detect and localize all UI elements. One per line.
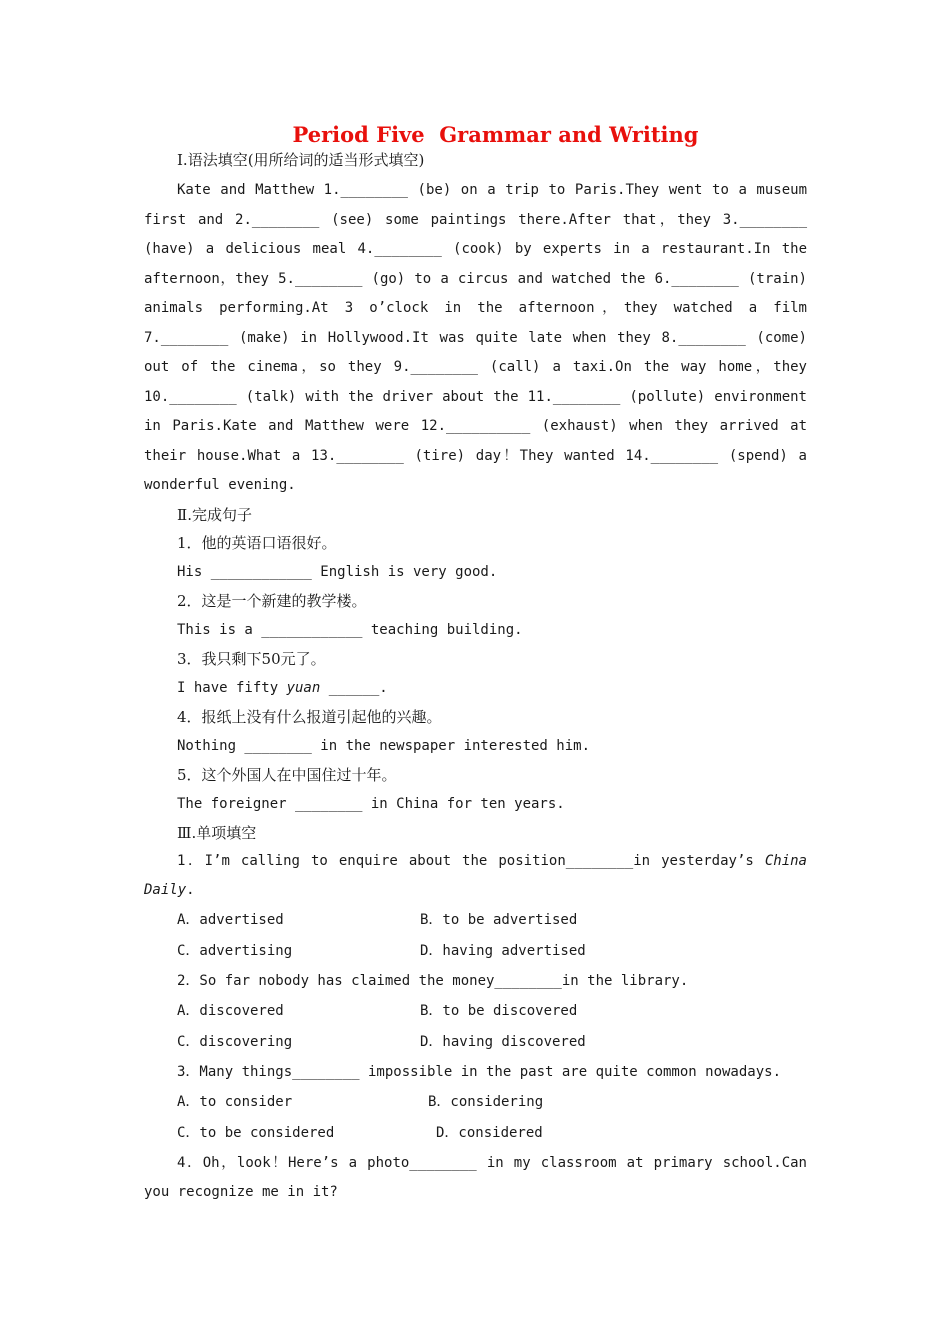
question-2-options-row-2 xyxy=(144,1027,807,1058)
question-1-text: 1．I’m calling to enquire about the position________in yesterday’s xyxy=(177,852,765,869)
question-2-stem: 2．So far nobody has claimed the money________in the library. xyxy=(177,972,689,989)
option-b[interactable]: B．to be discovered xyxy=(420,1002,578,1019)
sentence-4-english: Nothing ________ in the newspaper interested him. xyxy=(177,737,591,754)
option-d[interactable]: D．having advertised xyxy=(420,942,586,959)
question-1-options-row-1 xyxy=(144,905,807,936)
sentence-4-chinese: 4．报纸上没有什么报道引起他的兴趣。 xyxy=(177,707,442,726)
option-b[interactable]: B．considering xyxy=(428,1093,544,1110)
question-1-options-row-2 xyxy=(144,936,807,967)
question-3-options-row-2 xyxy=(144,1118,807,1149)
option-a[interactable]: A．to consider xyxy=(177,1093,293,1110)
sentence-3-english xyxy=(144,674,807,703)
sentence-5-english: The foreigner ________ in China for ten years. xyxy=(177,795,565,812)
worksheet xyxy=(144,118,807,1207)
sentence-3-english-end: ______. xyxy=(320,679,388,696)
sentence-2-chinese: 2．这是一个新建的教学楼。 xyxy=(177,591,367,610)
option-d[interactable]: D．having discovered xyxy=(420,1033,586,1050)
sentence-2-english: This is a ____________ teaching building. xyxy=(177,621,523,638)
option-b[interactable]: B．to be advertised xyxy=(420,911,578,928)
option-c[interactable]: C．advertising xyxy=(177,942,293,959)
question-2-options-row-1 xyxy=(144,996,807,1027)
section-2-heading: Ⅱ.完成句子 xyxy=(177,505,252,524)
sentence-1-english: His ____________ English is very good. xyxy=(177,563,498,580)
question-1-italic: China Daily xyxy=(144,852,807,898)
sentence-3-english-start: I have fifty xyxy=(177,679,287,696)
page-title: Period Five Grammar and Writing xyxy=(292,122,699,147)
sentence-1-chinese: 1．他的英语口语很好。 xyxy=(177,533,337,552)
sentence-3-english-italic: yuan xyxy=(286,679,321,696)
option-a[interactable]: A．advertised xyxy=(177,911,284,928)
question-1-end: . xyxy=(186,881,195,898)
question-3-stem: 3．Many things________ impossible in the past are quite common nowadays. xyxy=(177,1063,782,1080)
sentence-5-chinese: 5．这个外国人在中国住过十年。 xyxy=(177,765,397,784)
section-3-heading: Ⅲ.单项填空 xyxy=(177,823,257,842)
question-4-stem: 4．Oh，look！Here’s a photo________ in my classroom at primary school.Can you recognize me in it? xyxy=(144,1154,807,1200)
option-c[interactable]: C．discovering xyxy=(177,1033,293,1050)
question-3-options-row-1 xyxy=(144,1087,807,1118)
sentence-3-chinese: 3．我只剩下50元了。 xyxy=(177,649,326,668)
section-1-heading: I.语法填空(用所给词的适当形式填空) xyxy=(177,151,425,169)
question-1-stem xyxy=(144,847,807,905)
option-d[interactable]: D．considered xyxy=(436,1124,543,1141)
option-a[interactable]: A．discovered xyxy=(177,1002,284,1019)
option-c[interactable]: C．to be considered xyxy=(177,1124,335,1141)
grammar-fill-passage: Kate and Matthew 1.________ (be) on a trip to Paris.They went to a museum first and 2.________ (see) some paintings there.After that，they 3.________ (have) a delicious meal 4.________ (cook) by experts in a restaurant.In the afternoon，they 5.________ (go) to a circus and watched the 6.________ (train) animals performing.At 3 o’clock in the afternoon，they watched a film 7.________ (make) in Hollywood.It was quite late when they 8.________ (come) out of the cinema，so they 9.________ (call) a taxi.On the way home，they 10.________ (talk) with the driver about the 11.________ (pollute) environment in Paris.Kate and Matthew were 12.__________ (exhaust) when they arrived at their house.What a 13.________ (tire) day！They wanted 14.________ (spend) a wonderful evening. xyxy=(144,182,807,493)
